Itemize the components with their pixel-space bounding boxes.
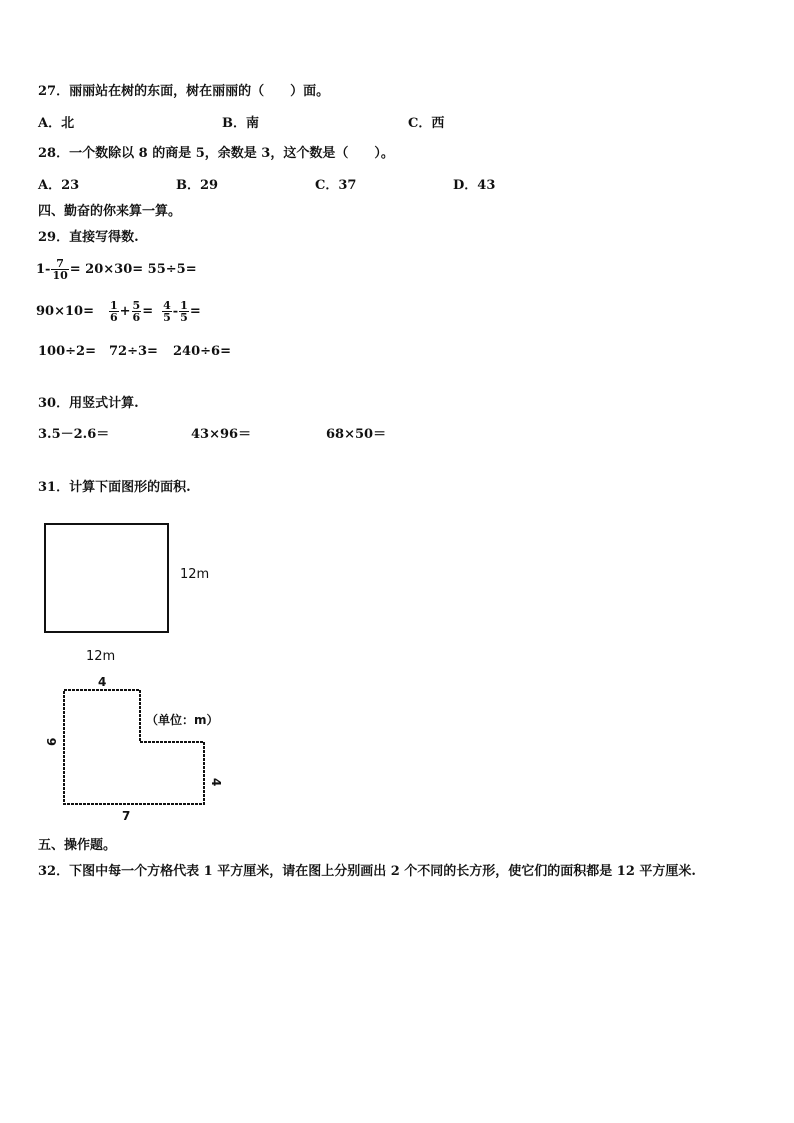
minus-sign: - xyxy=(172,304,179,319)
fraction xyxy=(132,300,142,323)
section-5-heading: 五、操作题。 xyxy=(38,838,117,853)
fraction xyxy=(51,258,68,281)
denominator: 5 xyxy=(180,311,188,324)
option-a: A．23 xyxy=(38,178,80,193)
unit-note: （单位：m） xyxy=(146,713,219,727)
option-d: D．43 xyxy=(453,178,496,193)
l-left-label: 6 xyxy=(45,737,59,746)
square-shape xyxy=(45,524,168,632)
q30-item: 43×96＝ xyxy=(191,427,252,442)
equals-sign: = xyxy=(142,304,154,319)
numerator: 4 xyxy=(163,299,171,312)
q29-row-3-item: 72÷3= xyxy=(109,344,158,359)
question-28: 28．一个数除以 8 的商是 5，余数是 3，这个数是（ ）。 xyxy=(38,146,394,161)
option-c: C．西 xyxy=(408,116,445,131)
q30-item: 3.5－2.6＝ xyxy=(38,427,110,442)
square-bottom-label: 12m xyxy=(86,649,116,664)
l-top-label: 4 xyxy=(98,675,107,689)
question-32: 32．下图中每一个方格代表 1 平方厘米，请在图上分别画出 2 个不同的长方形，使它们的面积都是 12 平方厘米. xyxy=(38,864,696,879)
q31-figures xyxy=(0,512,260,832)
section-4-heading: 四、勤奋的你来算一算。 xyxy=(38,204,182,219)
numerator: 7 xyxy=(51,258,68,270)
plus-sign: + xyxy=(119,304,131,319)
option-c: C．37 xyxy=(315,178,357,193)
l-bottom-label: 7 xyxy=(122,809,131,823)
q29-row-2 xyxy=(36,300,201,323)
denominator: 6 xyxy=(109,311,118,324)
denominator: 6 xyxy=(132,311,141,324)
row1-lead: 1- xyxy=(36,262,51,277)
row2-lead: 90×10= xyxy=(36,304,94,319)
option-b: B．29 xyxy=(176,178,219,193)
row1-rest: = 20×30= 55÷5= xyxy=(69,262,197,277)
q29-row-3-item: 100÷2= xyxy=(38,344,96,359)
square-side-label: 12m xyxy=(180,567,210,582)
question-27: 27．丽丽站在树的东面，树在丽丽的（ ）面。 xyxy=(38,84,330,99)
fraction xyxy=(109,300,119,323)
denominator: 5 xyxy=(163,311,171,324)
equals-sign: = xyxy=(189,304,201,319)
question-29-title: 29．直接写得数. xyxy=(38,230,139,245)
q29-row-3-item: 240÷6= xyxy=(173,344,231,359)
q29-row-1 xyxy=(36,258,197,281)
option-b: B．南 xyxy=(222,116,259,131)
option-a: A．北 xyxy=(38,116,75,131)
l-shape xyxy=(64,690,204,804)
q30-item: 68×50＝ xyxy=(326,427,387,442)
l-inner-right-label: 4 xyxy=(209,778,223,787)
denominator: 10 xyxy=(52,269,68,282)
fraction xyxy=(162,300,172,323)
question-30-title: 30．用竖式计算. xyxy=(38,396,139,411)
numerator: 5 xyxy=(132,299,141,312)
fraction xyxy=(179,300,189,323)
numerator: 1 xyxy=(180,299,188,312)
numerator: 1 xyxy=(109,299,118,312)
question-31-title: 31．计算下面图形的面积. xyxy=(38,480,191,495)
